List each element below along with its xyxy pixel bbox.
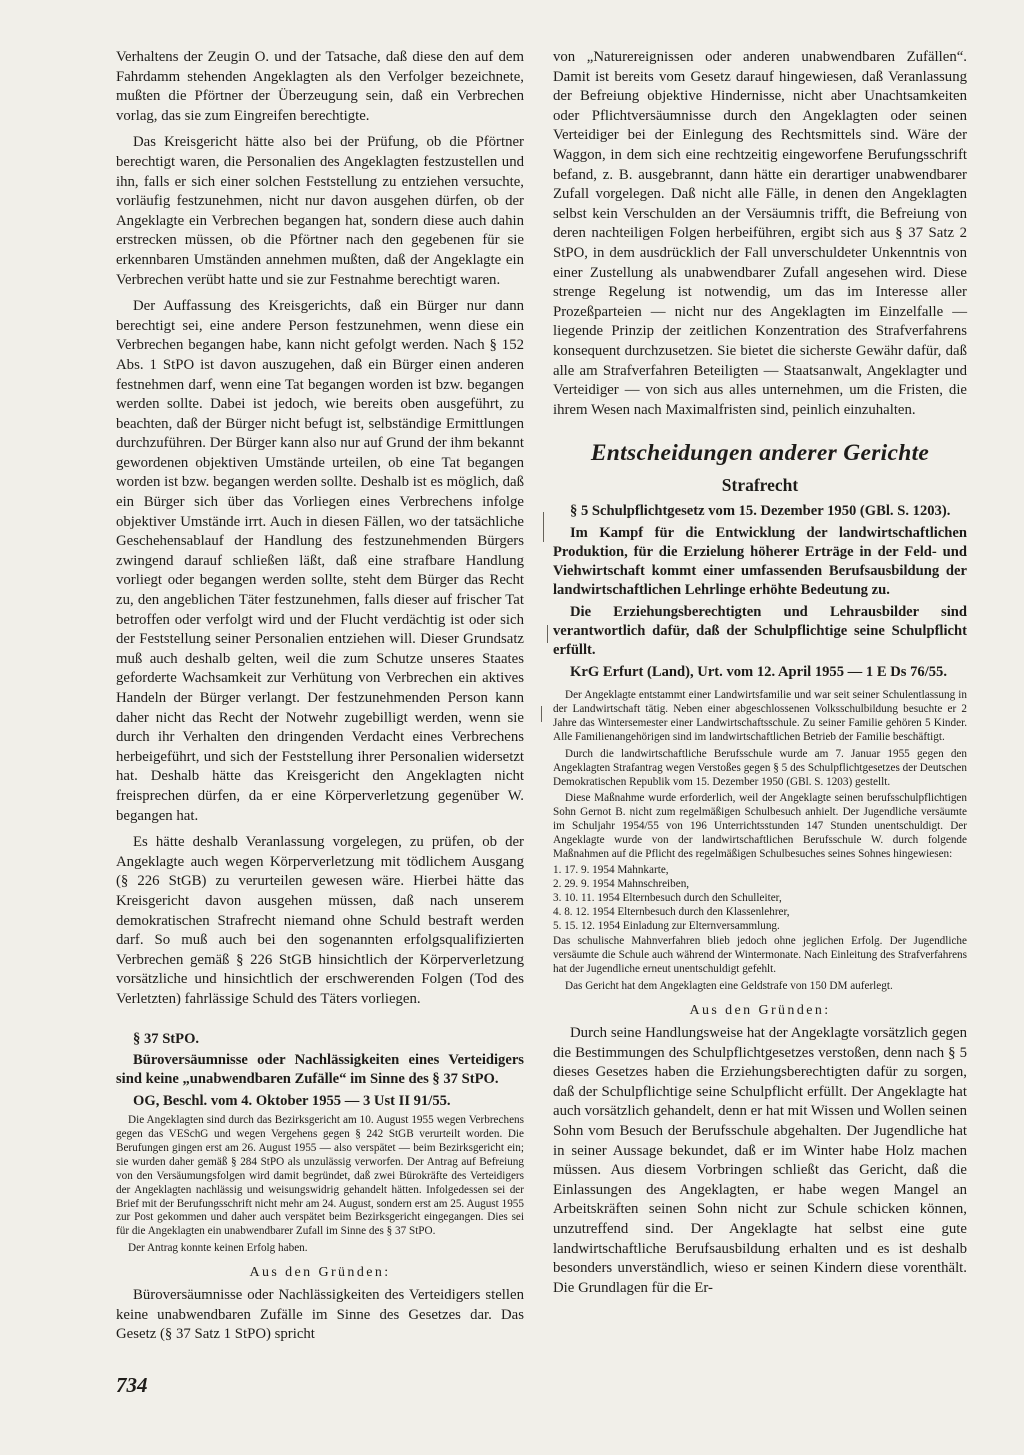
page-number: 734: [116, 1373, 148, 1397]
left-paragraph-3: Der Auffassung des Kreisgerichts, daß ein Bürger nur dann berechtigt sei, eine andere Person festzunehmen, wenn diese ein Verbrechen begangen habe, kann nicht gefolgt werden. Nach § 152 Abs. 1 StPO ist davon auszugehen, daß ein Bürger einen anderen festnehmen darf, wenn eine Tat begangen worden ist bzw. begangen werden sollte. Dabei ist jedoch, wie bereits oben ausgeführt, zu beachten, daß der Bürger nicht befugt ist, selbständige Ermittlungen durchzuführen. Der Bürger kann also nur auf Grund der ihm bekannt gewordenen objektiven Umstände urteilen, ob eine Tat begangen worden ist bzw. begangen werden sollte. Deshalb ist es möglich, daß ein Bürger sich über das Vorliegen eines Verbrechens infolge objektiver Umstände irrt. Auch in diesen Fällen, wo der tatsächliche Geschehensablauf der Handlung des festzunehmenden Bürgers zwingend darauf schließen läßt, daß eine strafbare Handlung vorliegt oder begangen werden sollte, steht dem Bürger das Recht zu, den angeblichen Täter festzunehmen, falls dieser auf frischer Tat betroffen oder verfolgt wird und der Flucht verdächtig ist oder sich der Feststellung seiner Personalien entziehen will. Dieser Grundsatz muß auch deshalb gelten, weil die zum Schutze unseres Staates geforderte Wachsamkeit zur Verhütung von Verbrechen ein aktives Handeln der Bürger verlangt. Der festzunehmenden Person kann daher nicht das Recht der Notwehr zugebilligt werden, wenn sie durch ihr Verhalten den dringenden Verdacht eines Verbrechens herbeigeführt, und sich der Feststellung ihrer Personalien widersetzt hat. Deshalb hätte das Kreisgericht den Angeklagten nicht freisprechen dürfen, da er eine Körperverletzung gegenüber W. begangen hat.: [116, 298, 524, 824]
norm-heading: § 5 Schulpflichtgesetz vom 15. Dezember 1950 (GBl. S. 1203).: [570, 503, 951, 520]
facts-paragraph-4: Das schulische Mahnverfahren blieb jedoch ohne jeglichen Erfolg. Der Jugendliche versäumte die Schule auch während der Wintermonate. Nach Einleitung des Strafverfahrens hat der Jugendliche erneut unentschuldigt gefehlt.: [553, 935, 967, 976]
right-paragraph-1: von „Naturereignissen oder anderen unabwendbaren Zufällen“. Damit ist bereits vom Gesetz darauf hingewiesen, daß Veranlassung der Befreiung objektive Hindernisse, nicht aber Unachtsamkeiten oder Pflichtversäumnisse durch den Angeklagten oder seinen Verteidiger bei der Einlegung des Rechtsmittels sind. Wäre der Waggon, in dem sich eine rechtzeitig eingeworfene Berufungsschrift befand, z. B. ausgebrannt, dann hätte ein derartiger unabwendbarer Zufall vorgelegen. Daß nicht alle Fälle, in denen den Angeklagten selbst kein Verschulden an der Versäumnis trifft, die Befreiung von deren nachteiligen Folgen herbeiführen, ergibt sich aus § 37 Satz 2 StPO, in dem ausdrücklich der Fall unverschuldeter Unkenntnis von einer Zustellung als unabwendbarer Zufall angesehen wird. Diese strenge Regelung ist notwendig, um das im Interesse aller Prozeßparteien — nicht nur des Angeklagten im Einzelfalle — liegende Prinzip der zeitlichen Konzentration des Strafverfahrens konsequent durchzusetzen. Sie bietet die sicherste Gewähr dafür, daß alle am Strafverfahren Beteiligten — Staatsanwalt, Angeklagter und Verteidiger — von sich aus alles unternehmen, um die Fristen, die ihrem Wesen nach Maximalfristen sind, peinlich einzuhalten.: [553, 49, 967, 418]
list-item: 4. 8. 12. 1954 Elternbesuch durch den Klassenlehrer,: [553, 905, 790, 918]
margin-bracket-mark: [543, 512, 550, 542]
section-title: Entscheidungen anderer Gerichte: [590, 440, 930, 467]
left-paragraph-1: Verhaltens der Zeugin O. und der Tatsache, daß diese den auf dem Fahrdamm stehenden Angeklagten als den Verfolger bezeichnete, mußten die Pförtner der Überzeugung sein, daß ein Verbrechen vorlag, das sie zum Eingreifen berechtigte.: [116, 49, 524, 124]
left-column: [116, 48, 524, 1345]
list-item: 1. 17. 9. 1954 Mahnkarte,: [553, 863, 669, 876]
left-paragraph-2: Das Kreisgericht hätte also bei der Prüfung, ob die Pförtner berechtigt waren, die Personalien des Angeklagten festzustellen und ihn, falls er sich einer solchen Feststellung zu entziehen versuchte, vorläufig festzunehmen, nicht nur davon ausgehen dürfen, ob der Angeklagte ein Verbrechen begangen hat, sondern diese auch dahin erstrecken müssen, ob die Pförtner nach den gegebenen für sie erkennbaren Umständen annehmen mußten, daß der Angeklagte ein Verbrechen verübt hatte und sie zur Festnahme berechtigt waren.: [116, 134, 524, 288]
leitsatz-1: Im Kampf für die Entwicklung der landwirtschaftlichen Produktion, für die Erzielung höherer Erträge in der Feld- und Viehwirtschaft kommt einer umfassenden Berufsausbildung der landwirtschaftlichen Lehrlinge erhöhte Bedeutung zu.: [553, 525, 967, 599]
list-item: 3. 10. 11. 1954 Elternbesuch durch den Schulleiter,: [553, 891, 782, 904]
facts-paragraph-3: Diese Maßnahme wurde erforderlich, weil der Angeklagte seinen berufsschulpflichtigen Sohn Gernot B. nicht zum regelmäßigen Schulbesuch anhielt. Der Jugendliche versäumte im Schuljahr 1954/55 von 196 Unterrichtsstunden 147 Stunden unentschuldigt. Der Angeklagte wurde von der landwirtschaftlichen Berufsschule W. durch folgende Maßnahmen auf die Pflicht des regelmäßigen Schulbesuches seines Sohnes hingewiesen:: [553, 792, 967, 861]
section-subtitle: Strafrecht: [721, 475, 799, 496]
case-facts: Die Angeklagten sind durch das Bezirksgericht am 10. August 1955 wegen Verbrechens gegen das VESchG und wegen Vergehens gegen § 242 StGB verurteilt worden. Die Berufungen gingen erst am 26. August 1955 — also verspätet — beim Bezirksgericht ein; sie wurden daher gemäß § 284 StPO als unzulässig verworfen. Der Antrag auf Befreiung von den Versäumungsfolgen wird damit begründet, daß zwei Bürokräfte des Verteidigers der Angeklagten nachlässig und weisungswidrig gehandelt hätten. Infolgedessen sei der Brief mit der Berufungsschrift nicht mehr am 24. August, sondern erst am 25. August 1955 zur Post gekommen und daher auch verspätet beim Bezirksgericht eingegangen. Dies sei für die Angeklagten ein unabwendbarer Zufall im Sinne des § 37 StPO.: [116, 1114, 524, 1238]
list-item: 5. 15. 12. 1954 Einladung zur Elternversammlung.: [553, 919, 780, 932]
reason-paragraph: Durch seine Handlungsweise hat der Angeklagte vorsätzlich gegen die Bestimmungen des Schulpflichtgesetzes verstoßen, denn nach § 5 dieses Gesetzes haben die Erziehungsberechtigten dafür zu sorgen, daß der Schulpflichtige seine Schulpflicht erfüllt. Der Angeklagte hat auch vorsätzlich gehandelt, denn er hat mit Wissen und Wollen seinen Sohn vom Besuch der Berufsschule abgehalten. Der Jugendliche hat in seiner Aussage bekundet, daß er im Winter habe Holz machen müssen. Aus diesem Vorbringen schließt das Gericht, daß die Einlassungen des Angeklagten, er habe wegen Mangel an Arbeitskräften seinen Sohn nicht zur Schule schicken können, unzutreffend sind. Der Angeklagte hat selbst eine gute landwirtschaftliche Berufsausbildung erhalten und es ist deshalb besonders unverständlich, wieso er seinen Kindern diese vorenthält. Die Grundlagen für die Er-: [553, 1025, 967, 1296]
case-norm-heading: § 37 StPO.: [133, 1030, 200, 1047]
reasons-heading: Aus den Gründen:: [249, 1265, 391, 1281]
measures-list: [553, 864, 967, 934]
reasons-heading-right: Aus den Gründen:: [689, 1003, 831, 1019]
decision-source: KrG Erfurt (Land), Urt. vom 12. April 1955 — 1 E Ds 76/55.: [570, 664, 947, 681]
case-reason: Büroversäumnisse oder Nachlässigkeiten des Verteidigers stellen keine unabwendbaren Zufälle im Sinne des Gesetzes dar. Das Gesetz (§ 37 Satz 1 StPO) spricht: [116, 1287, 524, 1343]
case-result: Der Antrag konnte keinen Erfolg haben.: [128, 1242, 308, 1255]
case-leitsatz: Büroversäumnisse oder Nachlässigkeiten eines Verteidigers sind keine „unabwendbaren Zufälle“ im Sinne des § 37 StPO.: [116, 1052, 524, 1088]
margin-bracket-mark: [547, 625, 554, 643]
leitsatz-2: Die Erziehungsberechtigten und Lehrausbilder sind verantwortlich dafür, daß der Schulpflichtige seine Schulpflicht erfüllt.: [553, 604, 967, 659]
facts-paragraph-1: Der Angeklagte entstammt einer Landwirtsfamilie und war seit seiner Schulentlassung in der Landwirtschaft tätig. Neben einer abgeschlossenen Volksschulbildung besuchte er 2 Jahre das Wintersemester einer Landwirtschaftsschule. Zu seiner Familie gehören 5 Kinder. Alle Familienangehörigen sind im landwirtschaftlichen Betrieb der Familie beschäftigt.: [553, 689, 967, 743]
left-paragraph-4: Es hätte deshalb Veranlassung vorgelegen, zu prüfen, ob der Angeklagte auch wegen Körperverletzung mit tödlichem Ausgang (§ 226 StGB) zu verurteilen gewesen wäre. Hierbei hätte das Kreisgericht davon ausgehen müssen, daß nach unserem demokratischen Strafrecht niemand ohne Schuld bestraft werden darf. So muß auch bei den sogenannten erfolgsqualifizierten Verbrechen gemäß § 226 StGB hinsichtlich der Körperverletzung vorsätzliche und hinsichtlich der erschwerenden Folgen (Tod des Verletzten) fahrlässige Schuld des Täters vorliegen.: [116, 834, 524, 1007]
facts-paragraph-2: Durch die landwirtschaftliche Berufsschule wurde am 7. Januar 1955 gegen den Angeklagten Strafantrag wegen Verstoßes gegen § 5 des Schulpflichtgesetzes der Deutschen Demokratischen Republik vom 15. Dezember 1950 (GBl. S. 1203) gestellt.: [553, 747, 967, 788]
list-item: 2. 29. 9. 1954 Mahnschreiben,: [553, 877, 690, 890]
facts-paragraph-5: Das Gericht hat dem Angeklagten eine Geldstrafe von 150 DM auferlegt.: [565, 980, 893, 993]
margin-bracket-mark: [541, 706, 548, 722]
right-column: [553, 48, 967, 1298]
case-source: OG, Beschl. vom 4. Oktober 1955 — 3 Ust II 91/55.: [133, 1093, 451, 1110]
